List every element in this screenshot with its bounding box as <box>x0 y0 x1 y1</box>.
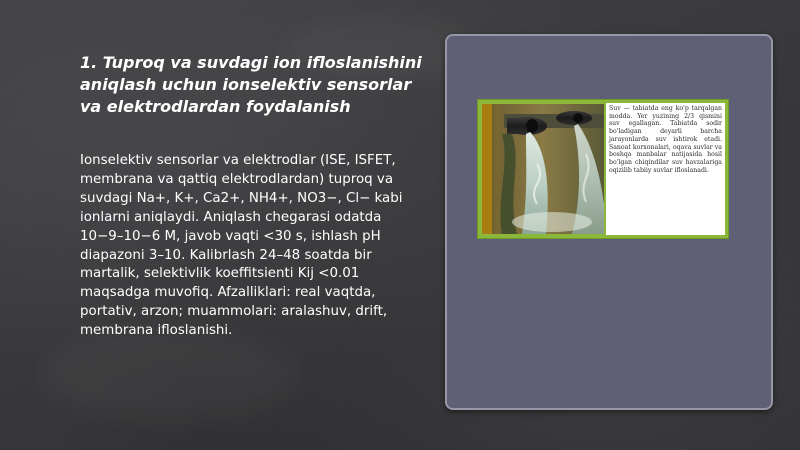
figure-caption-text: Suv — tabiatda eng ko'p tarqalgan modda. Yer yuzining 2/3 qismini suv egallagan. Tabiatda sodir bo'ladigan deyarli barcha jarayonlarda suv ishtirok etadi. Sanoat korxonalari, oqava suvlar va boshqa manbalar natijasida hosil bo'lgan chiqindilar suv havzalariga oqizilib tabiiy suvlar ifloslanadi. <box>606 103 725 235</box>
figure-image <box>477 99 729 239</box>
pipe-discharge-photo <box>482 104 604 234</box>
slide-body-text: Ionselektiv sensorlar va elektrodlar (ISE, ISFET, membrana va qattiq elektrodlardan) tuproq va suvdagi Na+, K+, Ca2+, NH4+, NO3−, Cl− kabi ionlarni aniqlaydi. Aniqlash chegarasi odatda 10−9–10−6 M, javob vaqti <30 s, ishlash pH diapazoni 3–10. Kalibrlash 24–48 soatda bir martalik, selektivlik koeffitsienti Kij <0.01 maqsadga muvofiq. Afzalliklari: real vaqtda, portativ, arzon; muammolari: aralashuv, drift, membrana ifloslanishi. <box>80 153 403 339</box>
picture-frame <box>445 34 773 410</box>
chalk-smudge <box>40 330 300 420</box>
slide-title: 1. Tuproq va suvdagi ion ifloslanishini aniqlash uchun ionselektiv sensorlar va elektrodlardan foydalanish <box>80 53 422 116</box>
